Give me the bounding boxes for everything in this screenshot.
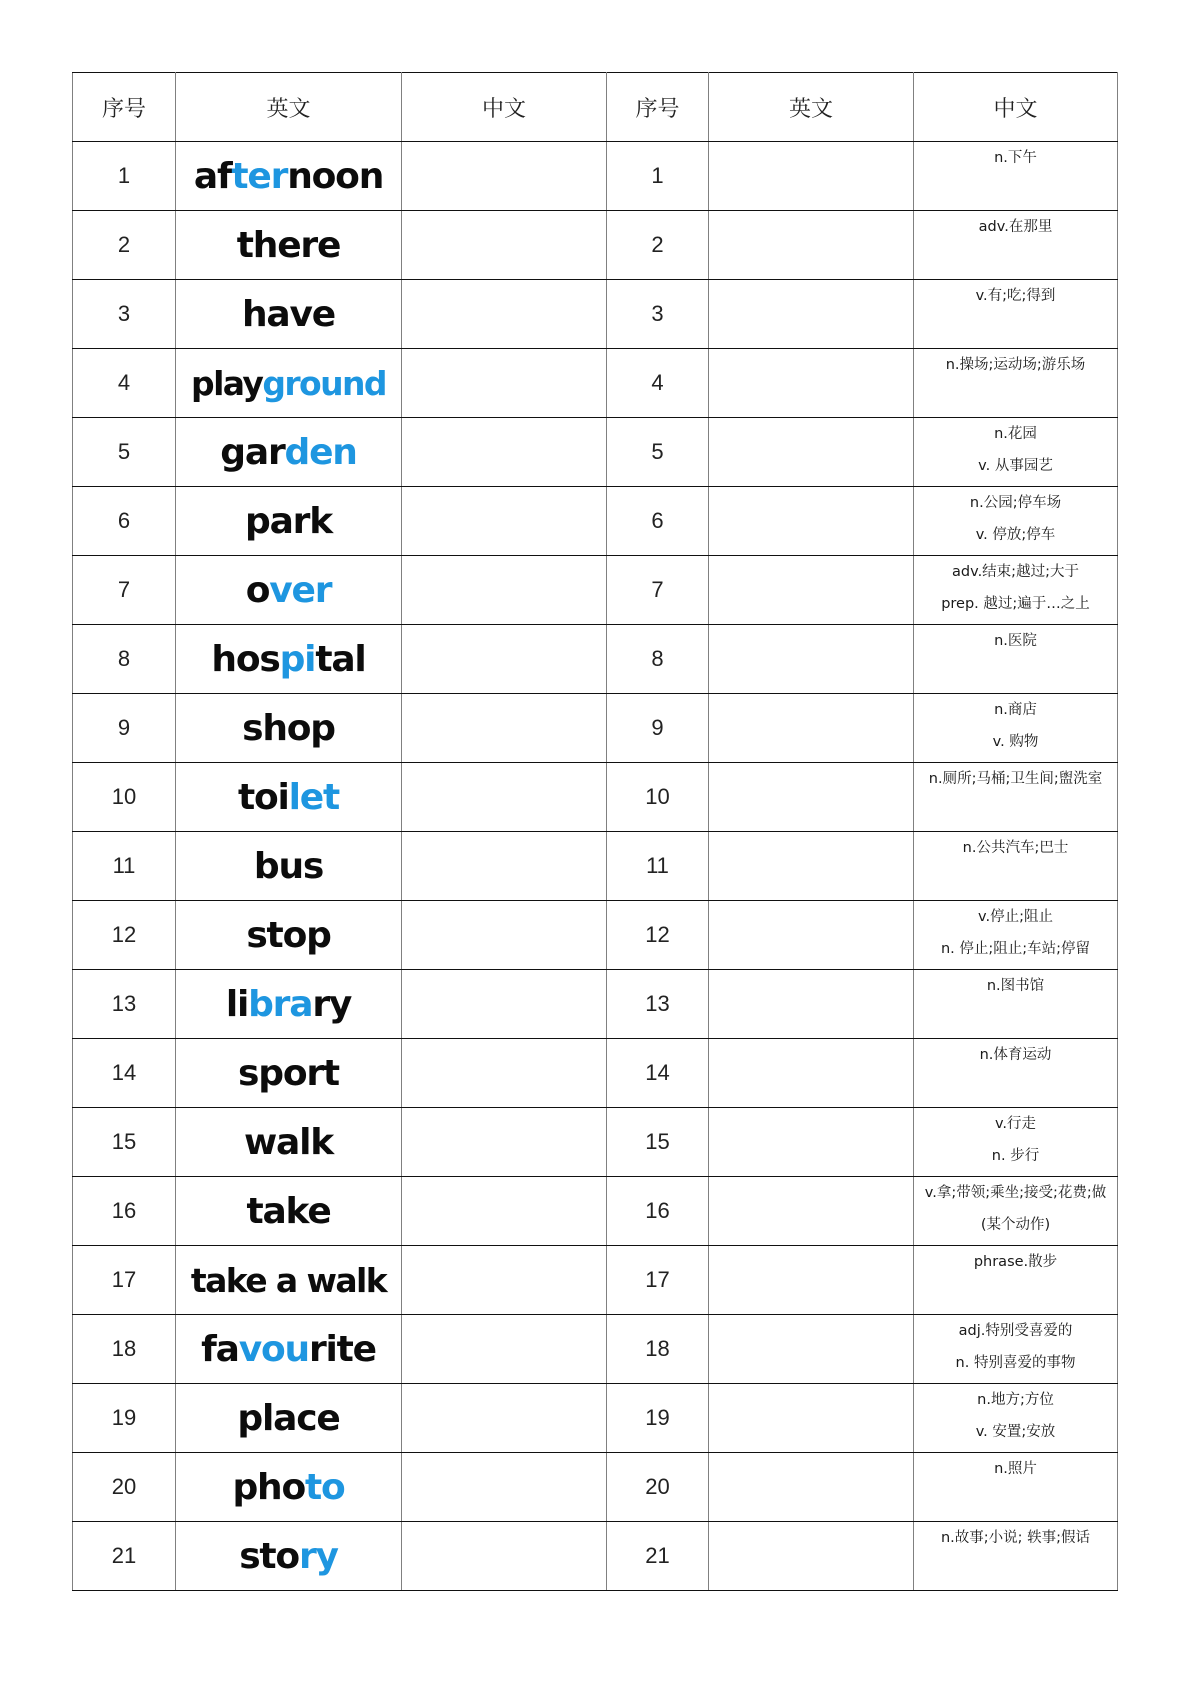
chinese-answer-blank[interactable] — [402, 1522, 607, 1591]
english-word — [176, 349, 402, 418]
chinese-answer-blank[interactable] — [402, 832, 607, 901]
definition-line: n.操场;运动场;游乐场 — [945, 357, 1086, 373]
chinese-answer-blank[interactable] — [402, 142, 607, 211]
word-syllable-highlighted: ver — [269, 569, 332, 611]
definition-line: n. 特别喜爱的事物 — [955, 1355, 1076, 1371]
definition-line: phrase.散步 — [973, 1254, 1058, 1270]
word-syllable: li — [225, 983, 249, 1025]
definition-line: n.医院 — [994, 633, 1037, 649]
word-syllable: there — [236, 224, 341, 266]
word-syllable: play — [191, 363, 263, 403]
definition-line: n.商店 — [994, 702, 1037, 718]
word-syllable-highlighted: to — [304, 1466, 345, 1508]
row-number-left: 21 — [73, 1522, 176, 1591]
table-row — [73, 418, 1118, 487]
chinese-definition — [914, 556, 1118, 625]
chinese-answer-blank[interactable] — [402, 1246, 607, 1315]
chinese-answer-blank[interactable] — [402, 1108, 607, 1177]
english-word — [176, 1177, 402, 1246]
english-answer-blank[interactable] — [709, 211, 914, 280]
word-syllable-highlighted: bra — [248, 983, 313, 1025]
english-word — [176, 832, 402, 901]
chinese-answer-blank[interactable] — [402, 1039, 607, 1108]
chinese-definition — [914, 1246, 1118, 1315]
row-number-left: 1 — [73, 142, 176, 211]
row-number-left: 15 — [73, 1108, 176, 1177]
chinese-definition — [914, 487, 1118, 556]
english-word — [176, 142, 402, 211]
chinese-answer-blank[interactable] — [402, 1453, 607, 1522]
english-answer-blank[interactable] — [709, 625, 914, 694]
row-number-right: 5 — [607, 418, 709, 487]
english-word — [176, 763, 402, 832]
row-number-left: 3 — [73, 280, 176, 349]
definition-line: n.下午 — [994, 150, 1037, 166]
row-number-left: 8 — [73, 625, 176, 694]
chinese-answer-blank[interactable] — [402, 694, 607, 763]
word-syllable: noon — [287, 155, 384, 197]
row-number-left: 14 — [73, 1039, 176, 1108]
definition-line: v.拿;带领;乘坐;接受;花费;做 — [924, 1185, 1107, 1201]
row-number-right: 14 — [607, 1039, 709, 1108]
english-answer-blank[interactable] — [709, 142, 914, 211]
row-number-right: 10 — [607, 763, 709, 832]
row-number-left: 11 — [73, 832, 176, 901]
table-row — [73, 763, 1118, 832]
table-row — [73, 1246, 1118, 1315]
chinese-answer-blank[interactable] — [402, 970, 607, 1039]
row-number-left: 9 — [73, 694, 176, 763]
word-syllable: toi — [237, 776, 289, 818]
english-answer-blank[interactable] — [709, 1384, 914, 1453]
english-word — [176, 556, 402, 625]
table-row — [73, 901, 1118, 970]
word-syllable-highlighted: vou — [238, 1328, 309, 1370]
row-number-right: 11 — [607, 832, 709, 901]
chinese-definition — [914, 1177, 1118, 1246]
english-answer-blank[interactable] — [709, 1039, 914, 1108]
row-number-right: 19 — [607, 1384, 709, 1453]
definition-line: (某个动作) — [980, 1217, 1051, 1233]
definition-line: n.厕所;马桶;卫生间;盥洗室 — [928, 771, 1103, 787]
english-answer-blank[interactable] — [709, 280, 914, 349]
row-number-right: 2 — [607, 211, 709, 280]
chinese-definition — [914, 1108, 1118, 1177]
header-english-left: 英文 — [176, 73, 402, 142]
definition-line: prep. 越过;遍于…之上 — [941, 596, 1090, 612]
english-word — [176, 625, 402, 694]
definition-line: n.图书馆 — [986, 978, 1045, 994]
row-number-right: 13 — [607, 970, 709, 1039]
word-syllable: gar — [220, 431, 285, 473]
definition-line: n.故事;小说; 轶事;假话 — [940, 1530, 1091, 1546]
chinese-definition — [914, 349, 1118, 418]
chinese-answer-blank[interactable] — [402, 418, 607, 487]
english-word — [176, 1522, 402, 1591]
chinese-definition — [914, 1522, 1118, 1591]
chinese-definition — [914, 1453, 1118, 1522]
english-answer-blank[interactable] — [709, 556, 914, 625]
english-answer-blank[interactable] — [709, 349, 914, 418]
word-syllable: stop — [246, 914, 331, 956]
definition-line: n.公园;停车场 — [969, 495, 1062, 511]
word-syllable: ry — [312, 983, 352, 1025]
table-row — [73, 280, 1118, 349]
chinese-definition — [914, 1315, 1118, 1384]
definition-line: adv.在那里 — [978, 219, 1053, 235]
table-row — [73, 1177, 1118, 1246]
english-word — [176, 1108, 402, 1177]
word-syllable: walk — [243, 1121, 334, 1163]
chinese-answer-blank[interactable] — [402, 1315, 607, 1384]
row-number-left: 18 — [73, 1315, 176, 1384]
table-row — [73, 211, 1118, 280]
word-syllable: have — [241, 293, 335, 335]
chinese-definition — [914, 901, 1118, 970]
english-answer-blank[interactable] — [709, 832, 914, 901]
english-word — [176, 970, 402, 1039]
english-word — [176, 1315, 402, 1384]
chinese-definition — [914, 970, 1118, 1039]
row-number-right: 12 — [607, 901, 709, 970]
word-syllable: take — [246, 1190, 331, 1232]
table-row — [73, 1384, 1118, 1453]
row-number-left: 13 — [73, 970, 176, 1039]
definition-line: n.花园 — [994, 426, 1037, 442]
definition-line: adj.特别受喜爱的 — [958, 1323, 1073, 1339]
header-number-left: 序号 — [73, 73, 176, 142]
table-row — [73, 1108, 1118, 1177]
word-syllable: fa — [201, 1328, 239, 1370]
definition-line: v.行走 — [994, 1116, 1037, 1132]
definition-line: v. 停放;停车 — [975, 527, 1056, 543]
row-number-left: 10 — [73, 763, 176, 832]
word-syllable-highlighted: ground — [262, 363, 386, 403]
english-answer-blank[interactable] — [709, 970, 914, 1039]
word-syllable: place — [237, 1397, 340, 1439]
chinese-answer-blank[interactable] — [402, 487, 607, 556]
english-answer-blank[interactable] — [709, 763, 914, 832]
english-answer-blank[interactable] — [709, 487, 914, 556]
row-number-left: 7 — [73, 556, 176, 625]
english-word — [176, 1384, 402, 1453]
word-syllable-highlighted: den — [284, 431, 357, 473]
chinese-answer-blank[interactable] — [402, 280, 607, 349]
header-english-right: 英文 — [709, 73, 914, 142]
english-word — [176, 487, 402, 556]
vocabulary-table — [72, 72, 1118, 1591]
english-word — [176, 901, 402, 970]
row-number-right: 17 — [607, 1246, 709, 1315]
table-row — [73, 694, 1118, 763]
row-number-right: 21 — [607, 1522, 709, 1591]
english-answer-blank[interactable] — [709, 418, 914, 487]
table-row — [73, 1522, 1118, 1591]
english-word — [176, 1246, 402, 1315]
table-body — [73, 142, 1118, 1591]
word-syllable: park — [245, 500, 332, 542]
chinese-definition — [914, 625, 1118, 694]
word-syllable-highlighted: ry — [298, 1535, 338, 1577]
definition-line: v. 从事园艺 — [978, 458, 1053, 474]
row-number-left: 4 — [73, 349, 176, 418]
word-syllable-highlighted: pi — [279, 638, 316, 680]
row-number-right: 16 — [607, 1177, 709, 1246]
table-row — [73, 1315, 1118, 1384]
row-number-right: 7 — [607, 556, 709, 625]
word-syllable-highlighted: ter — [231, 155, 288, 197]
english-word — [176, 280, 402, 349]
definition-line: adv.结束;越过;大于 — [952, 564, 1079, 580]
chinese-definition — [914, 1384, 1118, 1453]
word-syllable: bus — [253, 845, 324, 887]
word-syllable: o — [245, 569, 270, 611]
row-number-right: 9 — [607, 694, 709, 763]
row-number-left: 17 — [73, 1246, 176, 1315]
row-number-right: 8 — [607, 625, 709, 694]
english-word — [176, 1453, 402, 1522]
chinese-answer-blank[interactable] — [402, 901, 607, 970]
chinese-answer-blank[interactable] — [402, 763, 607, 832]
definition-line: n.照片 — [994, 1461, 1037, 1477]
table-row — [73, 487, 1118, 556]
word-syllable-highlighted: let — [288, 776, 340, 818]
english-answer-blank[interactable] — [709, 1108, 914, 1177]
chinese-answer-blank[interactable] — [402, 349, 607, 418]
word-syllable: take a walk — [190, 1260, 387, 1300]
word-syllable: shop — [242, 707, 335, 749]
chinese-answer-blank[interactable] — [402, 625, 607, 694]
chinese-definition — [914, 211, 1118, 280]
chinese-definition — [914, 763, 1118, 832]
row-number-left: 16 — [73, 1177, 176, 1246]
row-number-right: 6 — [607, 487, 709, 556]
chinese-answer-blank[interactable] — [402, 211, 607, 280]
table-row — [73, 970, 1118, 1039]
english-word — [176, 418, 402, 487]
definition-line: n.体育运动 — [979, 1047, 1052, 1063]
definition-line: v.有;吃;得到 — [975, 288, 1056, 304]
header-chinese-left: 中文 — [402, 73, 607, 142]
definition-line: n. 停止;阻止;车站;停留 — [940, 941, 1091, 957]
row-number-left: 5 — [73, 418, 176, 487]
header-chinese-right: 中文 — [914, 73, 1118, 142]
definition-line: v.停止;阻止 — [978, 909, 1053, 925]
row-number-right: 3 — [607, 280, 709, 349]
row-number-left: 20 — [73, 1453, 176, 1522]
row-number-left: 6 — [73, 487, 176, 556]
row-number-right: 20 — [607, 1453, 709, 1522]
chinese-definition — [914, 1039, 1118, 1108]
row-number-right: 1 — [607, 142, 709, 211]
word-syllable: hos — [211, 638, 280, 680]
row-number-right: 18 — [607, 1315, 709, 1384]
definition-line: v. 安置;安放 — [975, 1424, 1056, 1440]
definition-line: n.地方;方位 — [977, 1392, 1054, 1408]
word-syllable: sto — [239, 1535, 299, 1577]
row-number-left: 19 — [73, 1384, 176, 1453]
table-row — [73, 349, 1118, 418]
chinese-answer-blank[interactable] — [402, 556, 607, 625]
word-syllable: pho — [232, 1466, 305, 1508]
english-answer-blank[interactable] — [709, 1453, 914, 1522]
table-row — [73, 556, 1118, 625]
table-row — [73, 625, 1118, 694]
table-row — [73, 1039, 1118, 1108]
definition-line: n.公共汽车;巴士 — [962, 840, 1069, 856]
english-answer-blank[interactable] — [709, 1315, 914, 1384]
row-number-left: 12 — [73, 901, 176, 970]
word-syllable: tal — [315, 638, 366, 680]
chinese-definition — [914, 280, 1118, 349]
chinese-definition — [914, 694, 1118, 763]
word-syllable: rite — [308, 1328, 376, 1370]
word-syllable: af — [193, 155, 232, 197]
english-word — [176, 211, 402, 280]
table-row — [73, 142, 1118, 211]
table-row — [73, 1453, 1118, 1522]
header-row — [73, 73, 1118, 142]
row-number-right: 15 — [607, 1108, 709, 1177]
english-answer-blank[interactable] — [709, 694, 914, 763]
english-answer-blank[interactable] — [709, 901, 914, 970]
chinese-answer-blank[interactable] — [402, 1177, 607, 1246]
chinese-definition — [914, 832, 1118, 901]
english-answer-blank[interactable] — [709, 1522, 914, 1591]
english-answer-blank[interactable] — [709, 1177, 914, 1246]
word-syllable: sport — [238, 1052, 339, 1094]
row-number-left: 2 — [73, 211, 176, 280]
definition-line: n. 步行 — [991, 1148, 1040, 1164]
english-answer-blank[interactable] — [709, 1246, 914, 1315]
header-number-right: 序号 — [607, 73, 709, 142]
english-word — [176, 694, 402, 763]
chinese-definition — [914, 418, 1118, 487]
english-word — [176, 1039, 402, 1108]
row-number-right: 4 — [607, 349, 709, 418]
vocabulary-worksheet — [72, 72, 1117, 1591]
definition-line: v. 购物 — [992, 734, 1039, 750]
chinese-definition — [914, 142, 1118, 211]
table-row — [73, 832, 1118, 901]
chinese-answer-blank[interactable] — [402, 1384, 607, 1453]
